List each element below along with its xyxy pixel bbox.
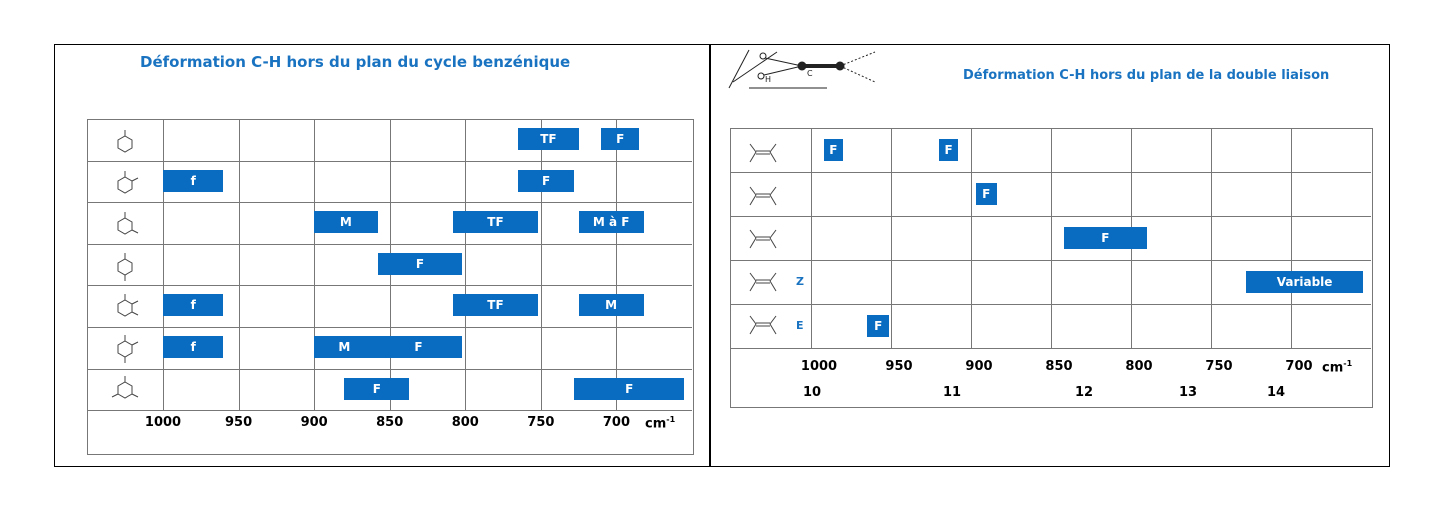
left-row-divider: [87, 410, 692, 411]
left-tick-label: 700: [602, 415, 630, 430]
right-band-bar: F: [939, 139, 958, 161]
right-col-divider: [891, 128, 892, 348]
right-tick-label: 1000: [800, 359, 838, 374]
right-tick-label: 900: [965, 359, 993, 374]
left-band-bar: F: [518, 170, 574, 192]
right-col-divider: [1211, 128, 1212, 348]
left-tick-label: 750: [527, 415, 555, 430]
right-col-divider: [1051, 128, 1052, 348]
left-band-bar: TF: [453, 211, 538, 233]
right-band-bar: Variable: [1246, 271, 1363, 293]
right-col-divider: [971, 128, 972, 348]
right-micron-label: 10: [802, 385, 822, 400]
benzene-ortho-icon: [118, 171, 138, 193]
double-bond-diagram-icon: [727, 46, 877, 98]
right-micron-label: 11: [942, 385, 962, 400]
left-band-bar: M à F: [579, 211, 644, 233]
svg-text:C: C: [807, 69, 813, 78]
left-col-divider: [239, 119, 240, 410]
right-row-structures: [742, 131, 812, 351]
right-row-divider: [730, 348, 1371, 349]
right-tick-label: 700: [1285, 359, 1313, 374]
left-tick-label: 900: [300, 415, 328, 430]
left-col-divider: [541, 119, 542, 410]
right-row-isomer-label: E: [796, 319, 804, 332]
right-tick-label: 850: [1045, 359, 1073, 374]
benzene-tri-135-icon: [112, 376, 138, 398]
alkene-gem-icon: [750, 187, 776, 205]
benzene-meta-icon: [118, 212, 138, 234]
left-tick-label: 950: [224, 415, 253, 430]
right-micron-label: 14: [1266, 385, 1286, 400]
right-band-bar: F: [824, 139, 843, 161]
alkene-e-icon: [750, 316, 776, 334]
alkene-tri-icon: [750, 230, 776, 248]
left-band-bar: F: [378, 253, 463, 275]
alkene-z-icon: [750, 273, 776, 291]
right-tick-label: 750: [1205, 359, 1233, 374]
svg-text:H: H: [765, 75, 772, 84]
left-band-bar: F: [601, 128, 639, 150]
benzene-mono-icon: [118, 130, 132, 152]
left-band-bar: M: [314, 336, 374, 358]
left-tick-label: 800: [451, 415, 479, 430]
left-row-structures: [95, 122, 175, 412]
left-band-bar: TF: [453, 294, 538, 316]
left-col-divider: [314, 119, 315, 410]
right-row-isomer-label: Z: [796, 275, 804, 288]
left-band-bar: TF: [518, 128, 578, 150]
left-band-bar: F: [344, 378, 409, 400]
left-col-divider: [465, 119, 466, 410]
right-micron-label: 12: [1074, 385, 1094, 400]
right-tick-label: 950: [885, 359, 913, 374]
right-title: Déformation C-H hors du plan de la double liaison: [963, 68, 1330, 83]
left-band-bar: f: [163, 170, 223, 192]
left-col-divider: [616, 119, 617, 410]
right-axis-unit: $cm^{-1}$: [1322, 359, 1353, 376]
alkene-mono-icon: [750, 144, 776, 162]
left-band-bar: F: [375, 336, 463, 358]
right-band-bar: F: [867, 315, 889, 337]
left-title: Déformation C-H hors du plan du cycle benzénique: [140, 53, 571, 71]
left-band-bar: f: [163, 336, 223, 358]
benzene-tri-123-icon: [118, 294, 138, 316]
left-tick-label: 1000: [144, 415, 182, 430]
left-tick-label: 850: [376, 415, 404, 430]
left-band-bar: f: [163, 294, 223, 316]
benzene-para-icon: [118, 253, 132, 281]
left-band-bar: F: [574, 378, 684, 400]
right-band-bar: F: [976, 183, 997, 205]
right-col-divider: [1291, 128, 1292, 348]
right-band-bar: F: [1064, 227, 1147, 249]
left-band-bar: M: [314, 211, 377, 233]
right-tick-label: 800: [1125, 359, 1153, 374]
left-axis-unit: $cm^{-1}$: [645, 415, 676, 432]
right-micron-label: 13: [1178, 385, 1198, 400]
benzene-tri-124-icon: [118, 335, 138, 363]
left-band-bar: M: [579, 294, 644, 316]
